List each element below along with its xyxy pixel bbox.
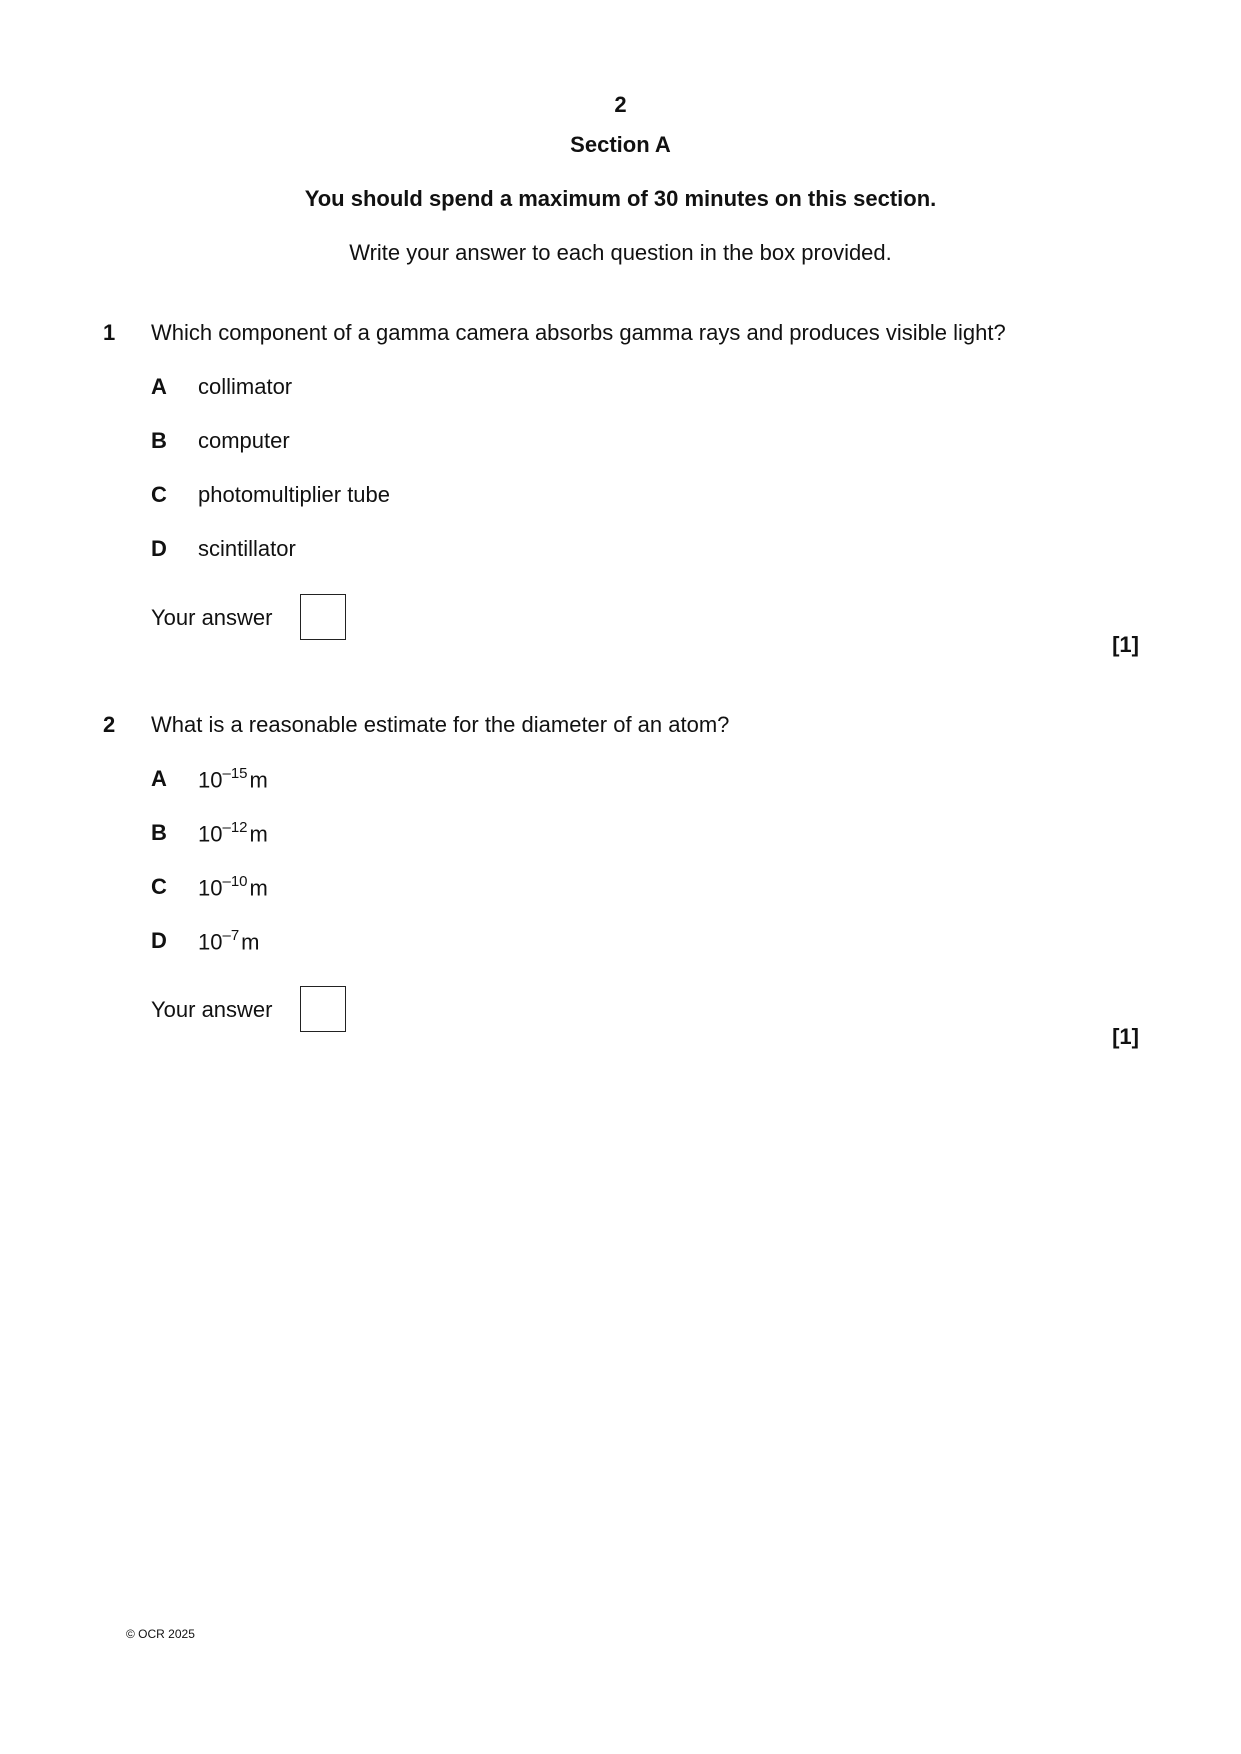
option-base: 10: [198, 875, 223, 901]
question-number: 2: [103, 712, 116, 737]
option-letter: B: [151, 820, 167, 845]
section-title: Section A: [570, 132, 671, 157]
option-letter: A: [151, 374, 167, 399]
marks-label: [1]: [1112, 632, 1139, 657]
answer-label: Your answer: [151, 605, 273, 630]
question-text: What is a reasonable estimate for the diameter of an atom?: [151, 712, 730, 737]
option-base: 10: [198, 767, 223, 793]
option-exponent: –12: [222, 819, 248, 836]
answer-box[interactable]: [300, 594, 346, 640]
option-exponent: –7: [222, 927, 240, 944]
option-unit: m: [249, 875, 268, 901]
instruction: Write your answer to each question in the box provided.: [349, 240, 892, 265]
answer-label: Your answer: [151, 997, 273, 1022]
page-number: 2: [614, 92, 627, 117]
option-base: 10: [198, 929, 223, 955]
copyright-notice: © OCR 2025: [126, 1627, 195, 1641]
option-unit: m: [241, 929, 260, 955]
marks-label: [1]: [1112, 1024, 1139, 1049]
option-base: 10: [198, 821, 223, 847]
option-exponent: –15: [222, 765, 248, 782]
option-text: [198, 874, 268, 901]
option-text: collimator: [198, 374, 293, 399]
option-letter: D: [151, 928, 167, 953]
answer-box[interactable]: [300, 986, 346, 1032]
option-text: [198, 820, 268, 847]
option-text: photomultiplier tube: [198, 482, 391, 507]
option-text: [198, 928, 260, 955]
option-text: [198, 766, 268, 793]
option-letter: B: [151, 428, 167, 453]
question-number: 1: [103, 320, 116, 345]
option-letter: C: [151, 874, 167, 899]
option-letter: D: [151, 536, 167, 561]
time-note: You should spend a maximum of 30 minutes on this section.: [304, 186, 937, 211]
option-text: scintillator: [198, 536, 296, 561]
option-exponent: –10: [222, 873, 248, 890]
option-unit: m: [249, 821, 268, 847]
option-text: computer: [198, 428, 290, 453]
option-unit: m: [249, 767, 268, 793]
question-text: Which component of a gamma camera absorbs gamma rays and produces visible light?: [151, 320, 1006, 345]
option-letter: A: [151, 766, 167, 791]
option-letter: C: [151, 482, 167, 507]
